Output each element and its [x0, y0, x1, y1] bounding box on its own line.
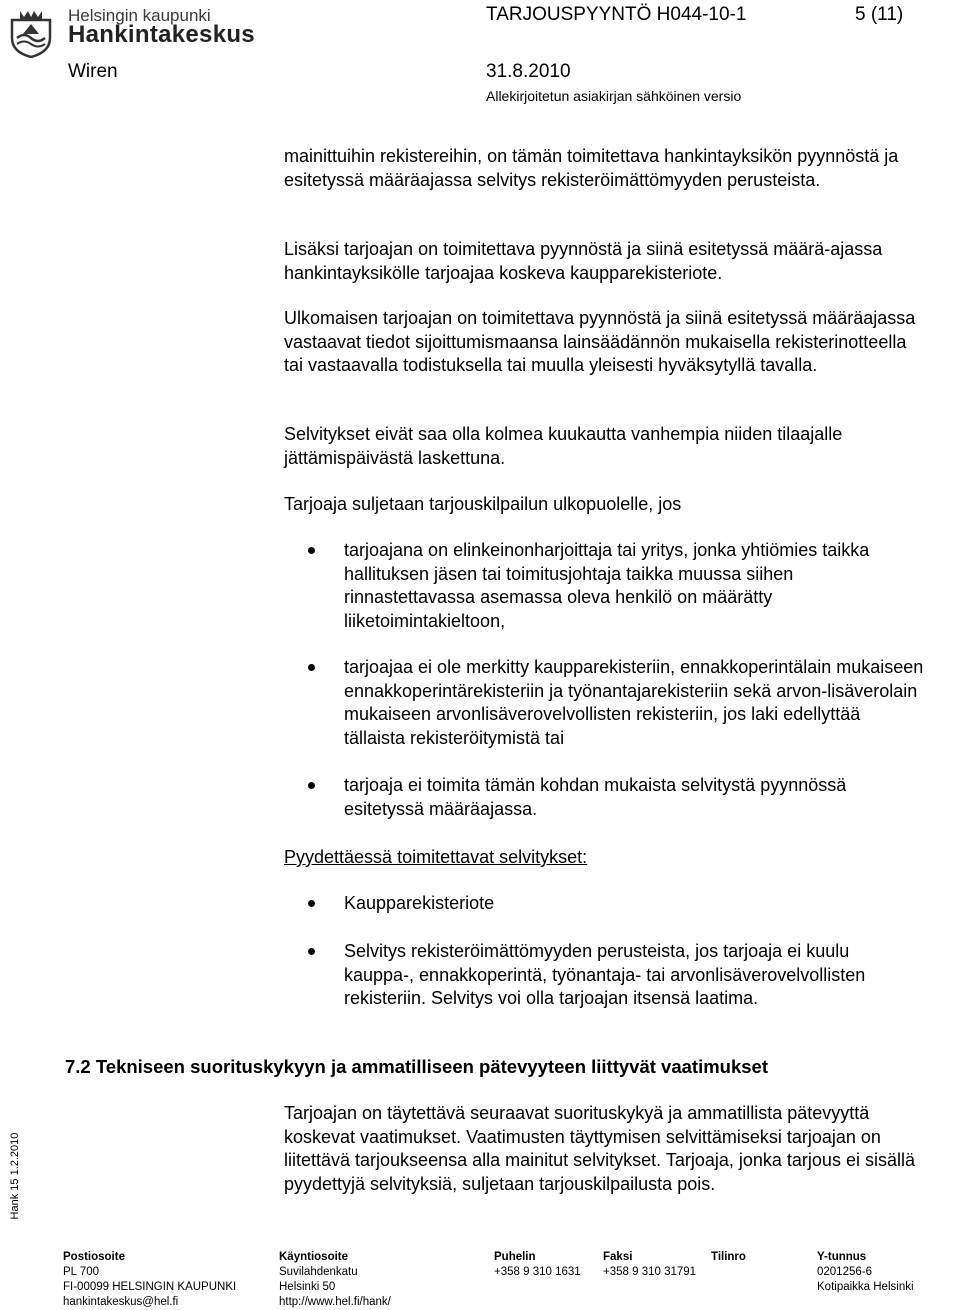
- list-item: Kaupparekisteriote: [284, 892, 924, 916]
- list-item: tarjoajana on elinkeinonharjoittaja tai yritys, jonka yhtiömies taikka hallituksen jäsen tai toimitusjohtaja taikka muussa siihen rinnastettavassa asemassa oleva henkilö on määrätty liiketoimintakieltoon,: [284, 539, 924, 633]
- list-item: tarjoajaa ei ole merkitty kaupparekisteriin, ennakkoperintälain mukaiseen ennakkoperintärekisteriin ja työnantajarekisteriin sekä arvon-lisäverolain mukaiseen arvonlisäverovelvollisten rekisteriin, jos laki edellyttää tällaista rekisteröitymistä tai: [284, 656, 924, 750]
- footer-phone: [494, 1250, 581, 1280]
- footer-url: http://www.hel.fi/hank/: [279, 1296, 391, 1308]
- required-documents-list: [284, 940, 924, 1011]
- document-title: TARJOUSPYYNTÖ H044-10-1: [486, 4, 747, 25]
- footer-line: PL 700: [63, 1266, 100, 1278]
- footer-heading: Postiosoite: [63, 1251, 125, 1263]
- list-item: tarjoaja ei toimita tämän kohdan mukaista selvitystä pyynnössä esitetyssä määräajassa.: [284, 774, 924, 821]
- organization-unit: Hankintakeskus: [68, 21, 255, 48]
- paragraph-2: Lisäksi tarjoajan on toimitettava pyynnöstä ja siinä esitetyssä määrä-ajassa hankintayksikölle tarjoajaa koskeva kaupparekisteriote.: [284, 239, 883, 283]
- paragraph-5: Tarjoaja suljetaan tarjouskilpailun ulkopuolelle, jos: [284, 494, 682, 514]
- bullet-icon: [308, 547, 315, 554]
- footer-line: FI-00099 HELSINGIN KAUPUNKI: [63, 1281, 237, 1293]
- paragraph-4: Selvitykset eivät saa olla kolmea kuukautta vanhempia niiden tilaajalle jättämispäivästä laskettuna.: [284, 424, 843, 468]
- footer-line: 0201256-6: [817, 1266, 872, 1278]
- footer-line: Suvilahdenkatu: [279, 1266, 358, 1278]
- signature-note: Allekirjoitetun asiakirjan sähköinen versio: [486, 88, 742, 104]
- bullet-icon: [308, 782, 315, 789]
- footer-line: Helsinki 50: [279, 1281, 336, 1293]
- footer-heading: Puhelin: [494, 1251, 536, 1263]
- helsinki-crest-icon: [8, 8, 54, 58]
- paragraph-3: Ulkomaisen tarjoajan on toimitettava pyynnöstä ja siinä esitetyssä määräajassa vastaavat tiedot sijoittumismaansa lainsäädännön mukaisella rekisterinotteella tai vastaavalla todistuksella tai muulla yleisesti hyväksytyllä tavalla.: [284, 308, 916, 375]
- footer-email: hankintakeskus@hel.fi: [63, 1296, 179, 1308]
- organization-city: Helsingin kaupunki: [68, 6, 211, 25]
- document-date: 31.8.2010: [486, 61, 571, 82]
- paragraph-1: mainittuihin rekistereihin, on tämän toimitettava hankintayksikön pyynnöstä ja esitetyssä määräajassa selvitys rekisteröimättömyyden perusteista.: [284, 146, 899, 190]
- required-documents-heading: Pyydettäessä toimitettavat selvitykset:: [284, 847, 588, 867]
- footer-account: [711, 1250, 746, 1265]
- footer-line: +358 9 310 1631: [494, 1266, 581, 1278]
- footer-line: +358 9 310 31791: [603, 1266, 697, 1278]
- bullet-icon: [308, 948, 315, 955]
- footer-heading: Faksi: [603, 1251, 633, 1263]
- footer-heading: Käyntiosoite: [279, 1251, 349, 1263]
- form-code-label: Hank 15 1.2.2010: [9, 1132, 21, 1220]
- author: Wiren: [68, 61, 118, 82]
- list-item: Selvitys rekisteröimättömyyden perusteista, jos tarjoaja ei kuulu kauppa-, ennakkoperintä, työnantaja- tai arvonlisäverovelvollisten rekisteriin. Selvitys voi olla tarjoajan itsensä laatima.: [284, 940, 924, 1011]
- footer-business-id: [817, 1250, 914, 1295]
- exclusion-list: [284, 539, 924, 633]
- exclusion-list: [284, 656, 924, 750]
- paragraph-6: Tarjoajan on täytettävä seuraavat suorituskykyä ja ammatillista pätevyyttä koskevat vaatimukset. Vaatimusten täyttymisen selvittämiseksi tarjoajan on liitettävä tarjoukseensa alla mainitut selvitykset. Tarjoaja, jonka tarjous ei sisällä pyydettyjä selvityksiä, suljetaan tarjouskilpailusta pois.: [284, 1103, 915, 1194]
- required-documents-list: [284, 892, 924, 916]
- footer-postal-address: [63, 1250, 236, 1310]
- footer-fax: [603, 1250, 696, 1280]
- exclusion-list: [284, 774, 924, 821]
- footer-heading: Y-tunnus: [817, 1251, 867, 1263]
- footer-line: Kotipaikka Helsinki: [817, 1281, 914, 1293]
- footer-visiting-address: [279, 1250, 391, 1310]
- footer-heading: Tilinro: [711, 1251, 746, 1263]
- section-heading: 7.2 Tekniseen suorituskykyyn ja ammatilliseen pätevyyteen liittyvät vaatimukset: [65, 1056, 768, 1077]
- bullet-icon: [308, 664, 315, 671]
- page-number: 5 (11): [855, 4, 904, 25]
- bullet-icon: [308, 900, 315, 907]
